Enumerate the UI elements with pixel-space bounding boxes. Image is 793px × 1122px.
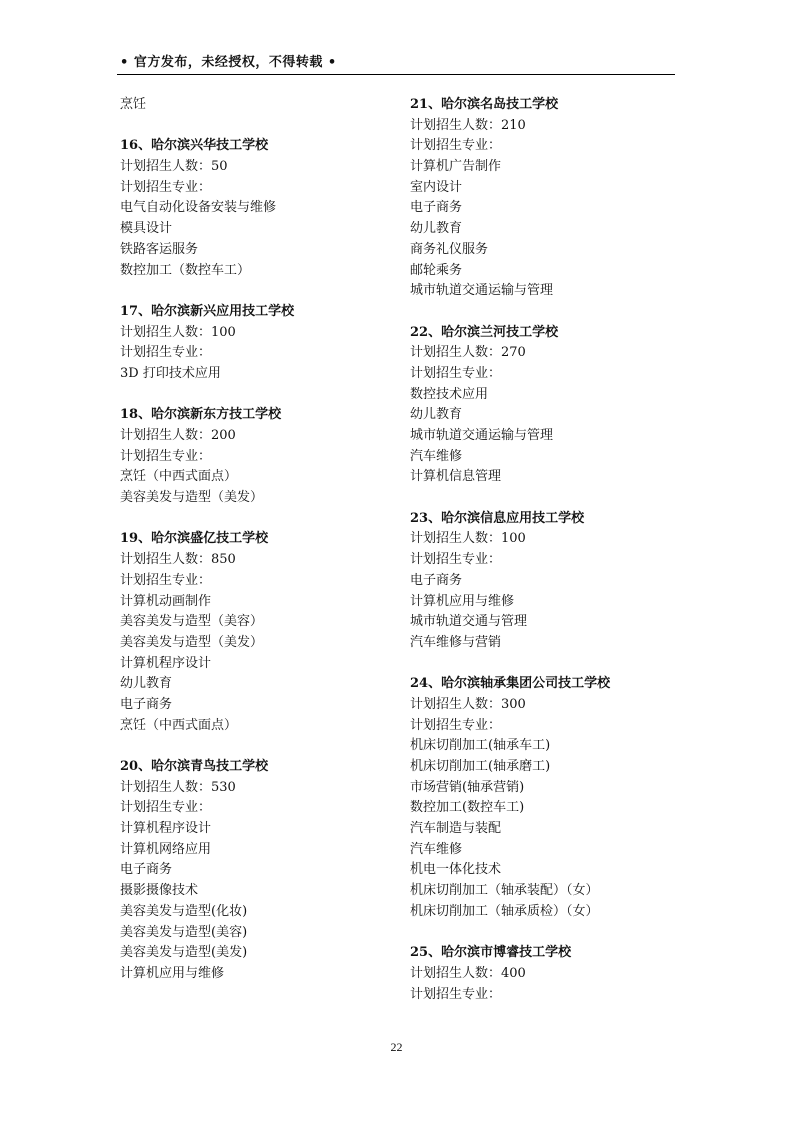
major-item: 电子商务 — [120, 696, 173, 712]
major-item: 烹饪（中西式面点） — [120, 469, 238, 485]
carryover-major-item: 烹饪 — [120, 97, 147, 112]
school-title: 23、哈尔滨信息应用技工学校 — [410, 510, 585, 526]
spacer — [410, 923, 675, 944]
major-item: 美容美发与造型（美发） — [120, 634, 264, 650]
enrollment-count: 计划招生人数：270 — [410, 345, 526, 361]
major-item: 数控加工(数控车工) — [410, 800, 525, 816]
major-item: 幼儿教育 — [120, 676, 173, 692]
school-title: 20、哈尔滨青鸟技工学校 — [120, 759, 269, 774]
major-item: 汽车维修与营销 — [410, 634, 502, 650]
page-header: • 官方发布，未经授权，不得转载 • — [120, 55, 337, 70]
enrollment-count: 计划招生人数：300 — [410, 696, 526, 712]
major-item: 汽车维修 — [410, 448, 463, 464]
major-item: 计算机动画制作 — [120, 593, 212, 609]
school-title: 17、哈尔滨新兴应用技工学校 — [120, 303, 295, 319]
school-title: 25、哈尔滨市博睿技工学校 — [410, 945, 572, 961]
page-number: 22 — [390, 1040, 403, 1054]
major-item: 幼儿教育 — [410, 407, 463, 423]
major-item: 电子商务 — [410, 572, 463, 588]
school-title: 18、哈尔滨新东方技工学校 — [120, 407, 282, 423]
major-item: 铁路客运服务 — [120, 241, 199, 257]
major-item: 城市轨道交通与管理 — [410, 614, 528, 630]
enrollment-count: 计划招生人数：530 — [120, 779, 236, 795]
spacer — [410, 302, 675, 323]
school-title: 21、哈尔滨名岛技工学校 — [410, 97, 559, 112]
major-item: 计算机程序设计 — [120, 655, 212, 671]
majors-label: 计划招生专业： — [410, 552, 502, 568]
major-item: 市场营销(轴承营销) — [410, 779, 525, 795]
spacer — [410, 654, 675, 675]
major-item: 室内设计 — [410, 179, 463, 195]
major-item: 美容美发与造型(美容) — [120, 924, 248, 940]
enrollment-count: 计划招生人数：100 — [410, 531, 526, 547]
right-column — [410, 95, 675, 1005]
left-column — [120, 95, 380, 985]
major-item: 电子商务 — [410, 200, 463, 216]
school-title: 16、哈尔滨兴华技工学校 — [120, 138, 269, 154]
major-item: 机电一体化技术 — [410, 862, 502, 878]
major-item: 计算机应用与维修 — [120, 965, 225, 981]
majors-label: 计划招生专业： — [410, 138, 502, 154]
major-item: 计算机应用与维修 — [410, 593, 515, 609]
major-item: 计算机程序设计 — [120, 821, 212, 837]
spacer — [120, 736, 380, 757]
major-item: 汽车制造与装配 — [410, 821, 502, 837]
major-item: 摄影摄像技术 — [120, 883, 199, 899]
spacer — [120, 281, 380, 302]
spacer — [120, 385, 380, 406]
major-item: 城市轨道交通运输与管理 — [410, 283, 554, 299]
major-item: 商务礼仪服务 — [410, 241, 489, 257]
major-item: 烹饪（中西式面点） — [120, 717, 238, 733]
enrollment-count: 计划招生人数：50 — [120, 159, 228, 175]
major-item: 机床切削加工(轴承车工) — [410, 738, 551, 754]
school-title: 24、哈尔滨轴承集团公司技工学校 — [410, 676, 611, 692]
major-item: 美容美发与造型(美发) — [120, 945, 248, 961]
major-item: 美容美发与造型（美容） — [120, 614, 264, 630]
header-divider — [117, 74, 675, 75]
major-item: 汽车维修 — [410, 841, 463, 857]
major-item: 计算机网络应用 — [120, 841, 212, 857]
school-title: 19、哈尔滨盛亿技工学校 — [120, 531, 269, 547]
majors-label: 计划招生专业： — [120, 345, 212, 361]
major-item: 电气自动化设备安装与维修 — [120, 200, 277, 216]
majors-label: 计划招生专业： — [410, 986, 502, 1002]
enrollment-count: 计划招生人数：400 — [410, 965, 526, 981]
majors-label: 计划招生专业： — [410, 717, 502, 733]
spacer — [120, 509, 380, 530]
major-item: 计算机广告制作 — [410, 159, 502, 175]
major-item: 机床切削加工（轴承装配）（女） — [410, 883, 599, 899]
major-item: 模具设计 — [120, 221, 173, 237]
major-item: 城市轨道交通运输与管理 — [410, 428, 554, 443]
majors-label: 计划招生专业： — [120, 179, 212, 195]
spacer — [120, 116, 380, 137]
majors-label: 计划招生专业： — [410, 365, 502, 381]
major-item: 计算机信息管理 — [410, 469, 502, 485]
majors-label: 计划招生专业： — [120, 572, 212, 588]
enrollment-count: 计划招生人数：200 — [120, 428, 236, 443]
enrollment-count: 计划招生人数：100 — [120, 324, 236, 340]
enrollment-count: 计划招生人数：850 — [120, 552, 236, 568]
major-item: 机床切削加工(轴承磨工) — [410, 759, 551, 774]
major-item: 数控加工（数控车工） — [120, 262, 251, 278]
major-item: 电子商务 — [120, 862, 173, 878]
major-item: 美容美发与造型（美发） — [120, 490, 264, 506]
major-item: 3D 打印技术应用 — [120, 365, 221, 381]
major-item: 机床切削加工（轴承质检）（女） — [410, 903, 599, 919]
school-title: 22、哈尔滨兰河技工学校 — [410, 324, 559, 340]
majors-label: 计划招生专业： — [120, 800, 212, 816]
enrollment-count: 计划招生人数：210 — [410, 117, 526, 133]
spacer — [410, 488, 675, 509]
majors-label: 计划招生专业： — [120, 448, 212, 464]
major-item: 幼儿教育 — [410, 221, 463, 237]
major-item: 数控技术应用 — [410, 386, 489, 402]
major-item: 美容美发与造型(化妆) — [120, 903, 248, 919]
major-item: 邮轮乘务 — [410, 262, 463, 278]
